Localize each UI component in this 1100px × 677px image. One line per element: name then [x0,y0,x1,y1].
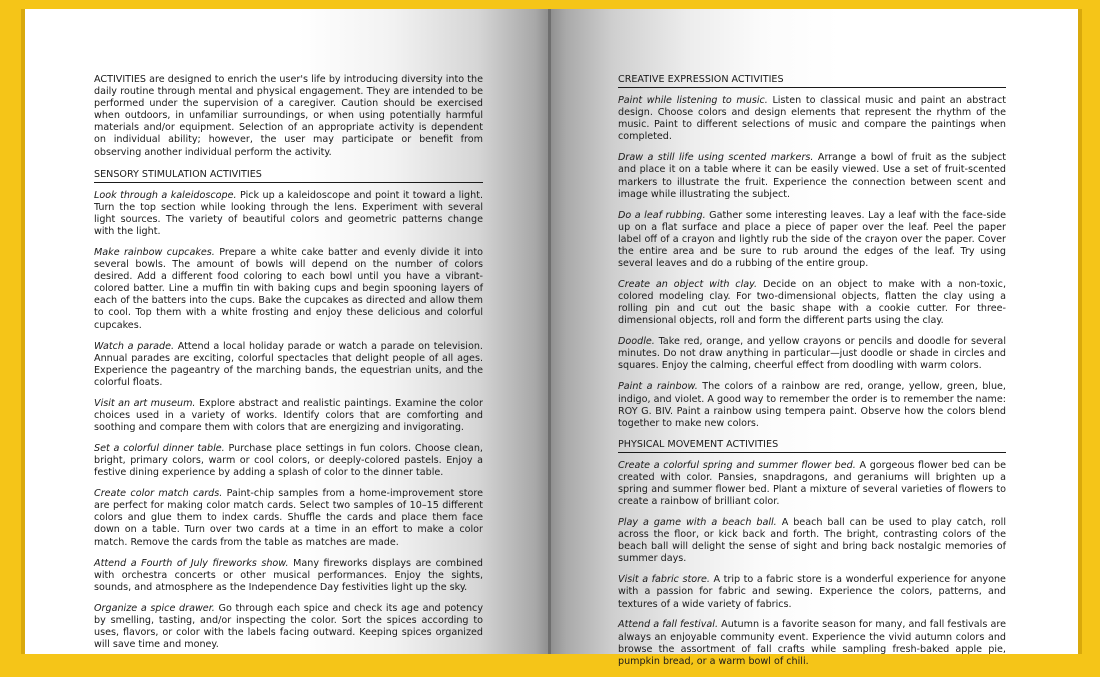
activity-entry [94,603,483,651]
activity-title: Play a game with a beach ball. [618,517,777,529]
activity-title: Set a colorful dinner table. [94,443,225,454]
activity-description: Attend a local holiday parade or watch a parade on television. Annual parades are exciting, colorful spectacles that delight people of all ages. Experience the pageantry of the marching bands, the equestrian units, and the colorful floats. [94,340,483,388]
sensory-activity-list [94,190,483,651]
intro-paragraph: ACTIVITIES are designed to enrich the user's life by introducing diversity into the daily routine through mental and physical engagement. They are intended to be performed under the supervision of a caregiver. Caution should be exercised when outdoors, in unfamiliar surroundings, or when using potentially harmful materials and/or equipment. Selection of an appropriate activity is dependent on individual ability; however, the user may participate or benefit from observing another individual perform the activity. [94,74,483,158]
book-edge-right [1078,9,1082,654]
activity-entry [618,381,1006,429]
activity-description: Purchase place settings in fun colors. Choose clean, bright, primary colors, warm or cool colors, or deeply-colored pastels. Enjoy a festive dining experience by adding a splash of color to the dinner table. [94,443,483,479]
activity-title: Attend a Fourth of July fireworks show. [94,557,289,569]
activity-title: Paint a rainbow. [618,381,698,393]
activity-description: Autumn is a favorite season for many, and fall festivals are always an enjoyable community event. Experience the vivid autumn colors and browse the assortment of fall crafts while sampling fresh-baked apple pie, pumpkin bread, or a warm bowl of chili. [618,619,1006,667]
activity-entry [618,460,1006,508]
activity-description: Explore abstract and realistic paintings. Examine the color choices used in a variety of works. Identify colors that are comforting and soothing and compare them with colors that are energizing and invigorating. [94,397,483,434]
activity-description: Paint-chip samples from a home-improvement store are perfect for making color match cards. Select two samples of 10–15 different colors and glue them to index cards. Shuffle the cards and place them face down on a table. Turn over two cards at a time in an effort to make a color match. Remove the cards from the table as matches are made. [94,488,483,548]
activity-title: Do a leaf rubbing. [618,209,706,221]
activity-description: Decide on an object to make with a non-toxic, colored modeling clay. For two-dimensional objects, flatten the clay using a rolling pin and cut out the basic shape with a cookie cutter. For three-dimensional objects, roll and form the different parts using the clay. [618,278,1007,327]
activity-title: Create an object with clay. [618,278,758,290]
activity-description: Pick up a kaleidoscope and point it toward a light. Turn the top section while looking through the lens. Experiment with several light sources. The variety of beautiful colors and geometric patterns change with the light. [94,189,483,238]
activity-title: Create a colorful spring and summer flower bed. [618,459,856,471]
creative-activity-list [618,95,1006,430]
activity-title: Make rainbow cupcakes. [94,247,215,259]
activity-entry [618,517,1006,565]
activity-entry [618,336,1006,372]
activity-description: A beach ball can be used to play catch, roll across the floor, or kick back and forth. The bright, contrasting colors of the beach ball will delight the sense of sight and bring back nostalgic memories of summer days. [618,517,1006,565]
activity-entry [94,341,483,389]
activity-description: The colors of a rainbow are red, orange, yellow, green, blue, indigo, and violet. A good way to remember the order is to remember the name: ROY G. BIV. Paint a rainbow using tempera paint. Observe how the colors blend together to make new colors. [618,381,1006,429]
activity-description: Gather some interesting leaves. Lay a leaf with the face-side up on a flat surface and place a piece of paper over the leaf. Peel the paper label off of a crayon and lightly rub the side of the crayon over the paper. Cover the entire area and be sure to rub around the edges of the leaf. Try using several leaves and do a rubbing of the entire group. [618,209,1006,269]
activity-title: Create color match cards. [94,488,223,500]
activity-description: A trip to a fabric store is a wonderful experience for anyone with a passion for fabric and sewing. Experience the colors, patterns, and textures of a wide variety of fabrics. [618,574,1006,610]
activity-title: Organize a spice drawer. [94,602,215,614]
activity-title: Look through a kaleidoscope. [94,189,237,201]
activity-entry [94,558,483,594]
activity-description: Go through each spice and check its age and potency by smelling, tasting, and/or inspecting the color. Sort the spices according to uses, flavors, or color with the labels facing outward. Keeping spices organized will save time and money. [94,602,483,650]
section-heading-sensory: SENSORY STIMULATION ACTIVITIES [94,169,483,183]
right-page [550,9,1078,667]
activity-entry [94,488,483,548]
activity-entry [94,398,483,434]
section-heading-creative: CREATIVE EXPRESSION ACTIVITIES [618,74,1006,88]
activity-entry [618,619,1006,667]
activity-description: Take red, orange, and yellow crayons or pencils and doodle for several minutes. Do not draw anything in particular—just doodle or shade in circles and squares. Enjoy the calming, cheerful effect from doodling with warm colors. [618,336,1006,372]
activity-entry [94,190,483,238]
activity-title: Attend a fall festival. [618,619,718,631]
activity-description: Listen to classical music and paint an abstract design. Choose colors and design elements that represent the rhythm of the music. Paint to different selections of music and compare the paintings when completed. [618,95,1006,143]
activity-title: Doodle. [618,336,655,348]
activity-description: Many fireworks displays are combined with orchestra concerts or other musical performances. Enjoy the sights, sounds, and atmosphere as the Independence Day festivities light up the sky. [94,557,483,593]
activity-description: A gorgeous flower bed can be created with color. Pansies, snapdragons, and geraniums will brighten up a spring and summer flower bed. Plant a mixture of several varieties of flowers to create a rainbow of brilliant color. [618,459,1006,508]
activity-description: Prepare a white cake batter and evenly divide it into several bowls. The amount of bowls will depend on the number of colors desired. Add a different food coloring to each bowl until you have a vibrant-colored batter. Line a muffin tin with baking cups and begin spooning layers of each of the batters into the cups. Bake the cupcakes as directed and allow them to cool. Top them with a white frosting and enjoy these delicious and colorful cupcakes. [94,247,483,331]
section-heading-physical: PHYSICAL MOVEMENT ACTIVITIES [618,439,1006,453]
activity-description: Arrange a bowl of fruit as the subject and place it on a table where it can be easily viewed. Use a set of fruit-scented markers to illustrate the fruit. Experience the connection between scent and image while illustrating the subject. [618,152,1006,200]
left-page [25,9,551,654]
physical-activity-list [618,460,1006,668]
activity-title: Visit a fabric store. [618,574,710,586]
activity-entry [94,443,483,479]
activity-entry [618,210,1006,270]
right-page-content [618,74,1006,677]
activity-title: Paint while listening to music. [618,95,768,107]
activity-entry [618,95,1006,143]
activity-title: Visit an art museum. [94,397,196,409]
activity-entry [618,152,1006,200]
activity-title: Draw a still life using scented markers. [618,152,814,164]
activity-entry [618,574,1006,610]
activity-entry [94,247,483,332]
left-page-content [94,74,483,660]
book-spine [548,9,551,654]
activity-entry [618,279,1006,327]
activity-title: Watch a parade. [94,340,175,352]
